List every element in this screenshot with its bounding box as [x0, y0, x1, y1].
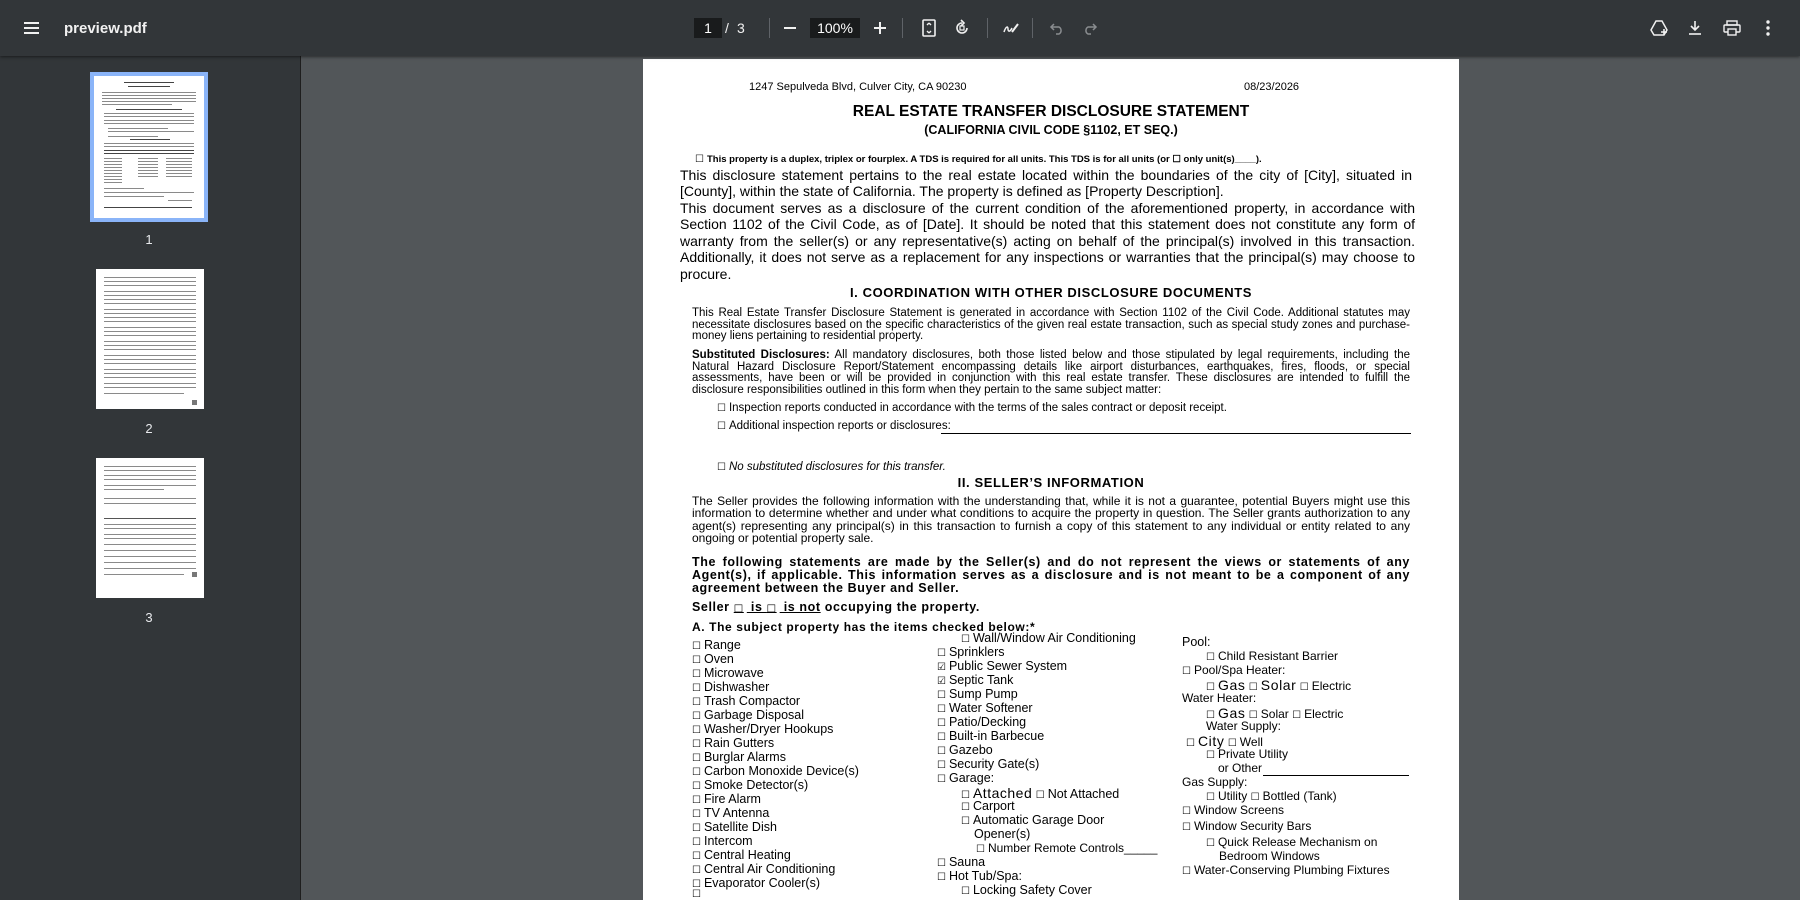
item-gas-supply: Gas Supply: [1182, 775, 1248, 789]
redo-icon[interactable] [1074, 12, 1106, 44]
toolbar-divider [769, 18, 770, 38]
checkbox-icon[interactable]: ☐ [692, 683, 701, 694]
checkbox-icon[interactable]: ☐ [692, 823, 701, 834]
checkbox-icon[interactable]: ☐ [1182, 822, 1191, 833]
undo-icon[interactable] [1041, 12, 1073, 44]
option-no-substituted: ☐ No substituted disclosures for this transfer. [717, 461, 946, 473]
seller-disclaimer: The following statements are made by the Seller(s) and do not represent the views or statements of any Agent(s), if applicable. This information serves as a disclosure and is not meant to be a component of any agreement between the Buyer and Seller. [692, 555, 1410, 595]
item-pool-heater: ☐ Pool/Spa Heater: [1182, 663, 1286, 677]
checkbox-icon[interactable]: ☐ [695, 154, 704, 165]
checkbox-icon[interactable]: ☐ [1182, 866, 1191, 877]
intro-paragraph-1: This disclosure statement pertains to the real estate located within the boundaries of the city of [City], situated in [County], within the state of California. The property is defined as [Property Description]. [680, 167, 1412, 200]
document-date: 08/23/2026 [1244, 81, 1300, 93]
checkbox-icon[interactable]: ☐ [1299, 682, 1309, 693]
checkbox-icon[interactable]: ☐ [1206, 750, 1215, 761]
checkbox-icon[interactable]: ☐ [692, 795, 701, 806]
checklist-item: ☑ Public Sewer System [937, 659, 1068, 673]
item-window-bars: ☐ Window Security Bars [1182, 819, 1312, 833]
section-heading: I. COORDINATION WITH OTHER DISCLOSURE DOCUMENTS [849, 285, 1253, 300]
checkbox-icon[interactable]: ☐ [692, 865, 701, 876]
checkbox-icon[interactable]: ☐ [961, 634, 970, 645]
checkbox-icon[interactable]: ☐ [1182, 806, 1191, 817]
checklist-item: ☐ Central Air Conditioning [692, 862, 836, 876]
checklist-item: ☐ Washer/Dryer Hookups [692, 722, 834, 736]
item-or-other: or Other [1218, 761, 1263, 775]
checkbox-icon[interactable]: ☐ [937, 746, 946, 757]
item-quick-release: ☐ Quick Release Mechanism on [1206, 835, 1378, 849]
document-subheading: (CALIFORNIA CIVIL CODE §1102, ET SEQ.) [924, 123, 1178, 137]
checkbox-icon[interactable]: ☐ [692, 809, 701, 820]
checkbox-icon[interactable]: ☐ [1206, 792, 1215, 803]
checkbox-icon[interactable]: ☐ [1248, 710, 1258, 721]
checkbox-icon[interactable]: ☐ [1292, 710, 1302, 721]
page-thumbnail-3[interactable] [96, 458, 204, 598]
checklist-item: ☐ Smoke Detector(s) [692, 778, 809, 792]
checklist-item: ☐ Central Heating [692, 848, 791, 862]
checkbox-icon[interactable]: ☐ [937, 858, 946, 869]
download-icon[interactable] [1679, 12, 1711, 44]
checkbox-icon[interactable]: □ [733, 603, 744, 614]
page-separator: / [725, 20, 729, 36]
checkbox-icon[interactable]: ☐ [692, 711, 701, 722]
additional-disclosures-line[interactable] [941, 433, 1411, 434]
checkbox-icon[interactable]: ☐ [937, 704, 946, 715]
checkbox-icon[interactable]: ☐ [692, 697, 701, 708]
total-pages: 3 [737, 20, 745, 36]
checklist-item: ☐ Oven [692, 652, 734, 666]
item-child-barrier: ☐ Child Resistant Barrier [1206, 649, 1339, 663]
or-other-line[interactable] [1263, 775, 1409, 776]
item-water-heater-types: ☐ Gas ☐ Solar ☐ Electric [1206, 705, 1344, 721]
thumbnail-label: 3 [145, 610, 153, 625]
document-viewer[interactable] [301, 56, 1800, 900]
thumbnail-label: 1 [145, 232, 153, 247]
checklist-item: ☐ Garbage Disposal [692, 708, 805, 722]
checkbox-icon[interactable]: ☐ [1248, 682, 1258, 693]
checklist-item: ☐ Sump Pump [937, 687, 1018, 701]
item-garage-door-cont: Opener(s) [974, 827, 1031, 841]
toolbar-divider [902, 18, 903, 38]
checkbox-icon[interactable]: ☐ [692, 655, 701, 666]
toolbar-divider [1032, 18, 1033, 38]
intro-paragraph-2: This document serves as a disclosure of the current condition of the aforementioned property, in accordance with Section 1102 of the Civil Code, as of [Date]. It should be noted that this statement does not constitute any form of warranty from the seller(s) or any representative(s) acting on behalf of the principal(s) involved in this transaction. Additionally, it does not serve as a replacement for any inspections or warranties that the principal(s) may choose to procure. [680, 200, 1415, 282]
checklist-item: ☐ Patio/Decking [937, 715, 1027, 729]
checklist-item: ☐ Water Softener [937, 701, 1033, 715]
checkbox-icon[interactable]: ☐ [717, 403, 726, 414]
item-pool: Pool: [1182, 635, 1211, 649]
thumbnail-sidebar [0, 56, 301, 900]
checklist-item: ☐ Sprinklers [937, 645, 1005, 659]
checkbox-icon[interactable]: ☐ [1206, 838, 1215, 849]
item-garage-attached: ☐ Attached ☐ Not Attached [961, 785, 1120, 801]
checklist-item: ☐ Carbon Monoxide Device(s) [692, 764, 859, 778]
checkbox-icon[interactable]: ☐ [961, 886, 970, 897]
checkbox-icon[interactable]: □ [766, 603, 777, 614]
checklist-item: ☑ Septic Tank [937, 673, 1014, 687]
checkbox-icon[interactable]: ☐ [692, 753, 701, 764]
checklist-item: ☐ Security Gate(s) [937, 757, 1040, 771]
item-pool-heater-types: ☐ Gas ☐ Solar ☐ Electric [1206, 677, 1352, 693]
checkbox-icon[interactable]: ☐ [692, 641, 701, 652]
item-sauna: ☐ Sauna [937, 855, 986, 869]
zoom-in-icon[interactable] [864, 12, 896, 44]
checkbox-icon[interactable]: ☐ [717, 421, 726, 432]
checklist-item: ☐ Built-in Barbecue [937, 729, 1045, 743]
page-thumbnail-2[interactable] [96, 269, 204, 409]
checkbox-icon[interactable]: ☐ [692, 879, 701, 890]
page-thumbnail-1[interactable] [94, 76, 204, 218]
section1-paragraph: This Real Estate Transfer Disclosure Statement is generated in accordance with Section 1102 of the Civil Code. Additional statutes may necessitate disclosures based on the specific characteristics of the given real estate transaction, such as special study zones and purchase-money liens pertaining to residential property. [692, 307, 1410, 343]
checklist-item: ☐ Rain Gutters [692, 736, 775, 750]
checkbox-icon[interactable]: ☐ [937, 718, 946, 729]
checklist-item: ☐ Trash Compactor [692, 694, 801, 708]
checklist-item: ☐ Fire Alarm [692, 792, 761, 806]
thumbnail-label: 2 [145, 421, 153, 436]
document-title: preview.pdf [64, 19, 147, 37]
checkbox-icon[interactable]: ☐ [692, 725, 701, 736]
checklist-item: ☐ Intercom [692, 834, 753, 848]
item-wall-ac: ☐ Wall/Window Air Conditioning [961, 631, 1136, 645]
checkbox-checked-icon[interactable]: ☑ [937, 662, 946, 673]
checklist-item: ☐ Evaporator Cooler(s) [692, 876, 820, 890]
checkbox-icon[interactable]: ☐ [961, 790, 970, 801]
document-page [643, 59, 1459, 900]
checklist-item: ☐ TV Antenna [692, 806, 770, 820]
zoom-level-input[interactable] [810, 18, 860, 38]
checklist-item: ☐ Gazebo [937, 743, 993, 757]
item-water-supply-types: ☐ City ☐ Well [1186, 733, 1263, 749]
page-number-input[interactable] [694, 18, 722, 38]
section-heading: II. SELLER’S INFORMATION [957, 475, 1145, 490]
item-hot-tub: ☐ Hot Tub/Spa: [937, 869, 1022, 883]
checkbox-icon[interactable]: ☐ [717, 462, 726, 473]
item-garage-door: ☐ Automatic Garage Door [961, 813, 1105, 827]
item-gas-supply-types: ☐ Utility ☐ Bottled (Tank) [1206, 789, 1337, 803]
checkbox-icon[interactable]: ☐ [937, 732, 946, 743]
item-blank-checkbox[interactable] [692, 886, 704, 900]
checkbox-icon[interactable]: ☐ [1206, 652, 1215, 663]
toolbar-divider [987, 18, 988, 38]
menu-icon[interactable] [16, 12, 48, 44]
checklist-item: ☐ Satellite Dish [692, 820, 777, 834]
item-quick-release-cont: Bedroom Windows [1219, 849, 1320, 863]
more-options-icon[interactable] [1752, 12, 1784, 44]
checkbox-icon[interactable]: ☐ [692, 781, 701, 792]
checklist-item: ☐ Dishwasher [692, 680, 770, 694]
rotate-icon[interactable] [946, 12, 978, 44]
checkbox-icon[interactable]: ☐ [692, 669, 701, 680]
item-water-supply: Water Supply: [1206, 719, 1281, 733]
substituted-disclosures-paragraph: Substituted Disclosures: All mandatory disclosures, both those listed below and those stipulated by legal requirements, including the Natural Hazard Disclosure Report/Statement encompassing details like airport disturbances, earthquakes, fires, floods, or special assessments, have been or will be provided in conjunction with this real estate transfer. These disclosures are intended to fulfill the disclosure responsibilities outlined in this form when they pertain to the same subject matter: [692, 349, 1411, 397]
checkbox-icon[interactable]: ☐ [937, 760, 946, 771]
checkbox-icon[interactable]: ☐ [692, 851, 701, 862]
checkbox-icon[interactable]: ☐ [692, 837, 701, 848]
checkbox-icon[interactable]: ☐ [961, 816, 970, 827]
item-water-heater: Water Heater: [1182, 691, 1257, 705]
checkbox-icon[interactable]: ☐ [937, 774, 946, 785]
checkbox-icon[interactable]: ☐ [961, 802, 970, 813]
section2-paragraph: The Seller provides the following information with the understanding that, while it is not a guarantee, potential Buyers might use this information to determine whether and under what conditions to acquire the property in question. The Seller grants authorization to any agent(s) representing any principal(s) in this transaction to furnish a copy of this statement to any individual or entity related to any ongoing or potential property sale. [692, 494, 1410, 545]
option-inspection: ☐ Inspection reports conducted in accordance with the terms of the sales contract or deposit receipt. [717, 402, 1227, 414]
checkbox-icon[interactable]: ☐ [1250, 792, 1260, 803]
document-heading: REAL ESTATE TRANSFER DISCLOSURE STATEMENT [852, 103, 1250, 120]
checkbox-icon[interactable]: ☐ [692, 767, 701, 778]
checklist-item: ☐ Burglar Alarms [692, 750, 786, 764]
checkbox-icon[interactable]: ☐ [692, 889, 701, 900]
checkbox-icon[interactable]: ☐ [1227, 738, 1237, 749]
item-locking-cover: ☐ Locking Safety Cover [961, 883, 1092, 897]
checkbox-icon[interactable]: ☐ [1182, 666, 1191, 677]
item-carport: ☐ Carport [961, 799, 1015, 813]
checkbox-icon[interactable]: ☐ [1206, 682, 1215, 693]
zoom-out-icon[interactable] [774, 12, 806, 44]
annotate-pen-icon[interactable] [995, 12, 1027, 44]
checkbox-checked-icon[interactable]: ☑ [937, 676, 946, 687]
checkbox-icon[interactable]: ☐ [937, 872, 946, 883]
toolbar [0, 0, 1800, 56]
substituted-label: Substituted Disclosures: [692, 349, 830, 361]
checkbox-icon[interactable]: ☐ [1035, 790, 1045, 801]
checkbox-icon[interactable]: ☐ [1206, 710, 1215, 721]
items-heading: A. The subject property has the items checked below:* [692, 620, 1036, 634]
multi-unit-note: ☐ This property is a duplex, triplex or fourplex. A TDS is required for all units. This TDS is for all units (or ☐ only unit(s)____). [695, 154, 1262, 165]
checkbox-icon[interactable]: ☐ [976, 844, 985, 855]
fit-page-icon[interactable] [913, 12, 945, 44]
item-water-conserving: ☐ Water-Conserving Plumbing Fixtures [1182, 863, 1390, 877]
checkbox-icon[interactable]: ☐ [692, 739, 701, 750]
checkbox-icon[interactable]: ☐ [937, 690, 946, 701]
checklist-item: ☐ Microwave [692, 666, 764, 680]
print-icon[interactable] [1716, 12, 1748, 44]
checklist-item: ☐ Range [692, 638, 741, 652]
checklist-item: ☐ Garage: [937, 771, 995, 785]
checkbox-icon[interactable]: ☐ [937, 648, 946, 659]
checkbox-icon[interactable]: ☐ [1186, 738, 1195, 749]
drive-add-icon[interactable] [1644, 12, 1676, 44]
item-remote-controls: ☐ Number Remote Controls_____ [976, 841, 1158, 855]
seller-occupancy: Seller □ is □ is not occupying the property. [692, 600, 980, 614]
item-private-utility: ☐ Private Utility [1206, 747, 1288, 761]
item-window-screens: ☐ Window Screens [1182, 803, 1285, 817]
option-additional: ☐ Additional inspection reports or disclosures: [717, 420, 951, 432]
property-address: 1247 Sepulveda Blvd, Culver City, CA 90230 [749, 81, 967, 93]
